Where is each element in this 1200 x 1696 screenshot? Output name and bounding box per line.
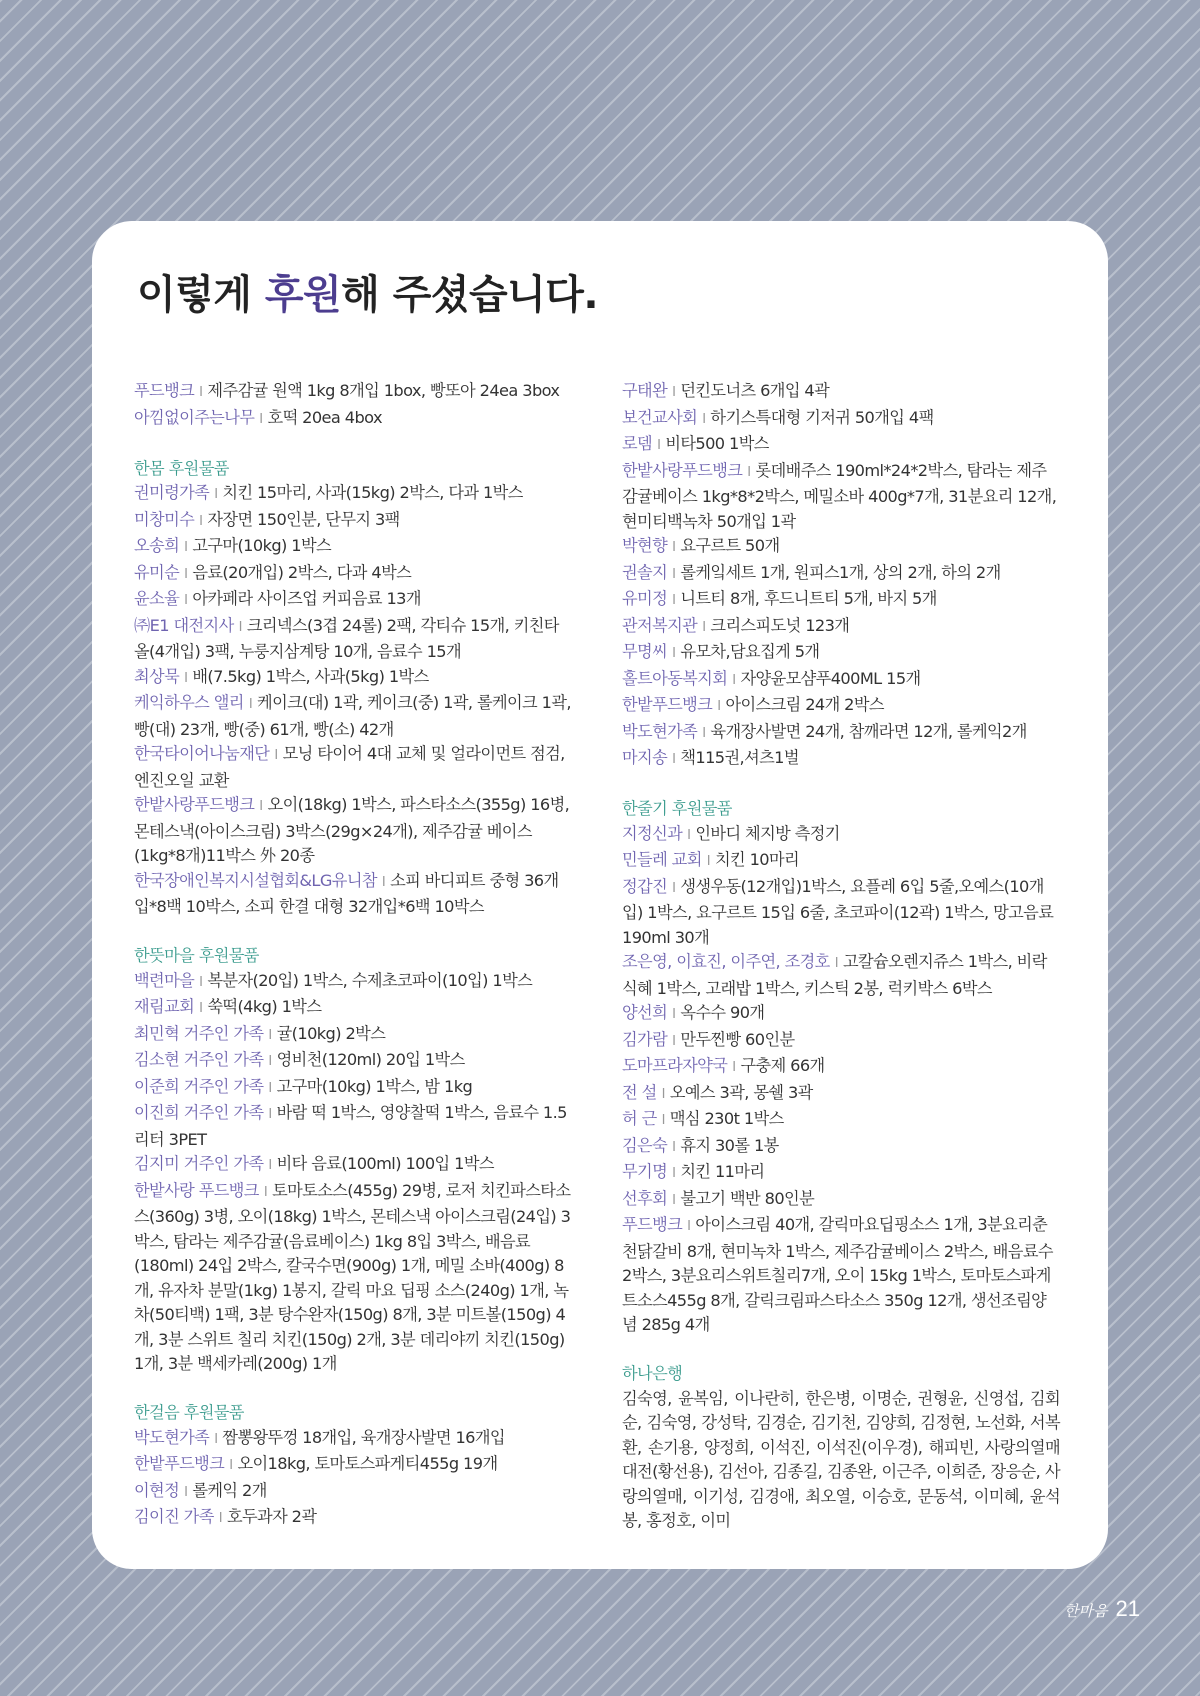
donor-name: 푸드뱅크 xyxy=(622,1215,683,1234)
donor-name: 김가람 xyxy=(622,1029,668,1049)
donation-items: 비타500 1박스 xyxy=(665,434,769,453)
donor-name: 권솔지 xyxy=(622,562,668,582)
donor-name: 미창미수 xyxy=(134,509,195,529)
donor-name: 홀트아동복지회 xyxy=(622,668,728,688)
donor-entry xyxy=(134,1075,572,1102)
separator-bar: I xyxy=(672,646,676,661)
donor-entry xyxy=(622,1134,1060,1161)
donor-name: 박도현가족 xyxy=(134,1427,210,1447)
donor-entry xyxy=(622,1107,1060,1134)
donor-name: 마지송 xyxy=(622,748,668,767)
donation-items: 유모차,담요집게 5개 xyxy=(680,642,820,661)
separator-bar: I xyxy=(702,411,706,427)
donor-entry xyxy=(622,848,1060,875)
donor-name: 구태완 xyxy=(622,381,668,400)
donor-entry xyxy=(134,1101,572,1152)
donor-entry xyxy=(622,1187,1060,1214)
donor-name: 김지미 거주인 가족 xyxy=(134,1154,264,1173)
separator-bar: I xyxy=(199,974,203,990)
donation-items: 고구마(10kg) 1박스 xyxy=(192,536,332,555)
donation-items: 요구르트 50개 xyxy=(680,536,780,555)
donor-entry xyxy=(134,481,572,508)
donor-name: 지정신과 xyxy=(622,823,683,843)
separator-bar: I xyxy=(259,799,263,814)
donor-name: 박도현가족 xyxy=(622,721,698,741)
donor-name: 김이진 가족 xyxy=(134,1507,214,1526)
separator-bar: I xyxy=(657,438,661,453)
donor-entry xyxy=(622,693,1060,720)
separator-bar: I xyxy=(672,566,676,582)
donor-entry xyxy=(134,793,572,869)
donor-entry xyxy=(134,1048,572,1075)
donor-name: 김은숙 xyxy=(622,1135,668,1155)
donation-items: 오이18kg, 토마토스파게티455g 19개 xyxy=(237,1454,498,1473)
donor-name: 한밭사랑 푸드뱅크 xyxy=(134,1180,259,1200)
donation-items: 고칼슘오렌지쥬스 1박스, 비락식혜 1박스, 고래밥 1박스, 키스틱 2봉, 럭키박스 6박스 xyxy=(622,952,1047,998)
donation-items: 호두과자 2곽 xyxy=(226,1507,317,1526)
footer-logo: 한마음 xyxy=(1064,1602,1108,1620)
section-heading: 한뜻마을 후원물품 xyxy=(134,946,259,965)
donation-items: 복분자(20입) 1박스, 수제초코파이(10입) 1박스 xyxy=(207,970,533,990)
donation-items: 소피 바디피트 중형 36개입*8백 10박스, 소피 한결 대형 32개입*6백 10박스 xyxy=(134,870,559,916)
separator-bar: I xyxy=(184,566,188,582)
donation-items: 생생우동(12개입)1박스, 요플레 6입 5줄,오예스(10개입) 1박스, 요구르트 15입 6줄, 초코파이(12곽) 1박스, 망고음료190ml 30개 xyxy=(622,876,1054,947)
donation-items: 아이스크림 24개 2박스 xyxy=(725,695,884,714)
donor-entry xyxy=(134,379,572,406)
donor-name: 푸드뱅크 xyxy=(134,381,195,400)
donor-entry xyxy=(622,875,1060,951)
donor-name: 아낌없이주는나무 xyxy=(134,407,255,427)
donation-items: 음료(20개입) 2박스, 다과 4박스 xyxy=(192,562,412,582)
donation-items: 하기스특대형 기저귀 50개입 4팩 xyxy=(710,407,934,427)
donor-name: 무기명 xyxy=(622,1162,668,1181)
donor-name-list: 김숙영, 윤복임, 이나란히, 한은병, 이명순, 권형윤, 신영섭, 김회순, 김숙영, 강성탁, 김경순, 김기천, 김양희, 김정현, 노선화, 서복환, 손기용, 양정희, 이석진, 이석진(이우경), 해피빈, 사랑의열매대전(황선용), 김선아, 김종길, 김종완, 이근주, 이희준, 장응순, 사랑의열매, 이기성, 김경애, 최오열, 이승호, 문동석, 이미혜, 윤석봉, 홍정호, 이미 xyxy=(622,1388,1060,1530)
donor-entry xyxy=(622,746,1060,773)
donor-entry xyxy=(622,720,1060,747)
donation-items: 크리스피도넛 123개 xyxy=(710,615,850,635)
section-heading: 한줄기 후원물품 xyxy=(622,799,732,818)
separator-bar: I xyxy=(238,619,242,635)
separator-bar: I xyxy=(268,1158,272,1173)
donation-items: 자장면 150인분, 단무지 3팩 xyxy=(207,509,400,529)
donor-name: 박현향 xyxy=(622,536,668,555)
separator-bar: I xyxy=(702,725,706,741)
donation-items: 귤(10kg) 2박스 xyxy=(276,1023,386,1043)
content-card xyxy=(92,221,1108,1569)
separator-bar: I xyxy=(218,1511,222,1526)
donation-items: 쑥떡(4kg) 1박스 xyxy=(207,997,322,1016)
section-heading: 한걸음 후원물품 xyxy=(134,1403,244,1422)
separator-bar: I xyxy=(706,854,710,869)
separator-bar: I xyxy=(672,1139,676,1155)
separator-bar: I xyxy=(661,1086,665,1102)
donor-entry xyxy=(134,561,572,588)
donation-items: 치킨 10마리 xyxy=(714,850,800,869)
separator-bar: I xyxy=(732,1060,736,1075)
donor-entry xyxy=(134,1505,572,1532)
donation-items: 던킨도너츠 6개입 4곽 xyxy=(680,381,830,400)
donation-items: 모닝 타이어 4대 교체 및 얼라이먼트 점검, 엔진오일 교환 xyxy=(134,744,565,790)
donor-name: 유미정 xyxy=(622,589,668,608)
separator-bar: I xyxy=(199,1001,203,1016)
donor-name: 한밭사랑푸드뱅크 xyxy=(134,795,255,814)
donation-items: 고구마(10kg) 1박스, 밤 1kg xyxy=(276,1076,473,1096)
donor-entry xyxy=(622,1054,1060,1081)
donor-entry xyxy=(134,969,572,996)
separator-bar: I xyxy=(672,385,676,400)
donor-entry xyxy=(134,406,572,433)
donor-entry xyxy=(134,1179,572,1377)
separator-bar: I xyxy=(672,1192,676,1208)
separator-bar: I xyxy=(184,540,188,555)
donor-name: 정갑진 xyxy=(622,876,668,896)
separator-bar: I xyxy=(214,1431,218,1447)
donor-entry xyxy=(622,561,1060,588)
separator-bar: I xyxy=(747,464,751,480)
separator-bar: I xyxy=(199,513,203,529)
donation-items: 비타 음료(100ml) 100입 1박스 xyxy=(276,1154,494,1173)
separator-bar: I xyxy=(263,1184,268,1200)
donation-items: 아이스크림 40개, 갈릭마요딥핑소스 1개, 3분요리춘천닭갈비 8개, 현미녹차 1박스, 제주감귤베이스 2박스, 배음료수 2박스, 3분요리스위트칠리7개, 오이 15kg 1박스, 토마토스파게트소스455g 8개, 갈릭크림파스타소스 350g 12개, 생선조림양념 285g 4개 xyxy=(622,1215,1053,1334)
right-column xyxy=(622,379,1060,1534)
separator-bar: I xyxy=(672,1033,676,1049)
separator-bar: I xyxy=(184,1484,188,1500)
donation-items: 케이크(대) 1곽, 케이크(중) 1곽, 롤케이크 1곽, 빵(대) 23개, 빵(중) 61개, 빵(소) 42개 xyxy=(134,693,571,739)
donor-entry xyxy=(622,667,1060,694)
separator-bar: I xyxy=(229,1458,233,1473)
donation-items: 치킨 11마리 xyxy=(680,1162,765,1181)
donation-items: 토마토소스(455g) 29병, 로저 치킨파스타소스(360g) 3병, 오이(18kg) 1박스, 몬테스낵 아이스크림(24입) 3박스, 탐라는 제주감귤(음료베이스) 1kg 8입 3박스, 배음료(180ml) 24입 2박스, 칼국수면(900g) 1개, 메밀 소바(400g) 8개, 유자차 분말(1kg) 1봉지, 갈릭 마요 딥핑 소스(240g) 1개, 녹차(50티백) 1팩, 3분 탕수완자(150g) 8개, 3분 미트볼(150g) 4개, 3분 스위트 칠리 치킨(150g) 2개, 3분 데리야끼 치킨(150g) 1개, 3분 백세카레(200g) 1개 xyxy=(134,1180,571,1373)
donor-name: 케익하우스 앨리 xyxy=(134,693,244,712)
donor-name: 로뎀 xyxy=(622,434,653,453)
donor-name: 오송희 xyxy=(134,536,180,555)
donor-entry xyxy=(134,1152,572,1179)
donor-name: 관저복지관 xyxy=(622,615,698,635)
donation-items: 인바디 체지방 측정기 xyxy=(695,823,840,843)
separator-bar: I xyxy=(672,1007,676,1022)
donation-items: 롤케익 2개 xyxy=(192,1480,267,1500)
donor-entry xyxy=(134,587,572,614)
donation-items: 크리넥스(3겹 24롤) 2팩, 각티슈 15개, 키친타올(4개입) 3팩, 누룽지삼계탕 10개, 음료수 15개 xyxy=(134,615,559,661)
separator-bar: I xyxy=(687,827,691,843)
separator-bar: I xyxy=(672,752,676,767)
separator-bar: I xyxy=(268,1054,272,1069)
donation-items: 아카페라 사이즈업 커피음료 13개 xyxy=(192,589,421,608)
donor-name: 김소현 거주인 가족 xyxy=(134,1050,264,1069)
donor-entry xyxy=(622,587,1060,614)
donation-items: 배(7.5kg) 1박스, 사과(5kg) 1박스 xyxy=(192,666,429,686)
donor-entry xyxy=(134,1479,572,1506)
donor-entry xyxy=(134,869,572,920)
donation-items: 치킨 15마리, 사과(15kg) 2박스, 다과 1박스 xyxy=(222,483,523,502)
separator-bar: I xyxy=(248,697,253,712)
donation-items: 휴지 30롤 1봉 xyxy=(680,1135,779,1155)
donation-items: 오이(18kg) 1박스, 파스타소스(355g) 16병, 몬테스낵(아이스크림) 3박스(29g×24개), 제주감귤 베이스(1kg*8개)11박스 外 20종 xyxy=(134,795,570,865)
donor-entry xyxy=(622,614,1060,641)
donation-items: 제주감귤 원액 1kg 8개입 1box, 빵또아 24ea 3box xyxy=(207,381,560,400)
donor-name: 최민혁 거주인 가족 xyxy=(134,1023,264,1043)
donation-items: 자양윤모샴푸400ML 15개 xyxy=(740,668,921,688)
donation-items: 호떡 20ea 4box xyxy=(267,407,382,427)
donor-name: 한밭푸드뱅크 xyxy=(134,1454,225,1473)
separator-bar: I xyxy=(184,670,188,686)
donor-name: 선후회 xyxy=(622,1188,668,1208)
donor-entry xyxy=(134,691,572,742)
donor-entry xyxy=(622,640,1060,667)
donor-name: 한국장애인복지시설협회&LG유니참 xyxy=(134,870,377,890)
donation-items: 짬뽕왕뚜껑 18개입, 육개장사발면 16개입 xyxy=(222,1427,505,1447)
separator-bar: I xyxy=(834,956,838,971)
donor-name: 한밭푸드뱅크 xyxy=(622,695,713,714)
donor-entry xyxy=(622,459,1060,535)
donor-name: 조은영, 이효진, 이주연, 조경호 xyxy=(622,952,830,971)
donor-name: 윤소율 xyxy=(134,589,180,608)
donor-entry xyxy=(134,534,572,561)
donor-name: 권미령가족 xyxy=(134,483,210,502)
separator-bar: I xyxy=(259,411,263,427)
donor-entry xyxy=(622,1028,1060,1055)
donation-items: 롤케잌세트 1개, 원피스1개, 상의 2개, 하의 2개 xyxy=(680,562,1001,582)
separator-bar: I xyxy=(717,699,721,714)
title-text-pre: 이렇게 xyxy=(137,272,265,318)
donation-items: 만두찐빵 60인분 xyxy=(680,1029,795,1049)
donor-name: 한국타이어나눔재단 xyxy=(134,744,270,763)
separator-bar: I xyxy=(274,748,278,763)
donor-name: 민들레 교회 xyxy=(622,850,702,869)
donor-entry xyxy=(622,534,1060,561)
separator-bar: I xyxy=(672,880,676,896)
donor-entry xyxy=(622,1001,1060,1028)
donation-items: 바람 떡 1박스, 영양찰떡 1박스, 음료수 1.5리터 3PET xyxy=(134,1103,567,1149)
donation-items: 옥수수 90개 xyxy=(680,1003,765,1022)
separator-bar: I xyxy=(672,1166,676,1181)
donor-entry xyxy=(134,1426,572,1453)
donation-items: 오예스 3곽, 몽쉘 3곽 xyxy=(669,1082,813,1102)
separator-bar: I xyxy=(184,593,188,608)
page-footer xyxy=(1064,1596,1140,1622)
donor-entry xyxy=(134,508,572,535)
donor-name: ㈜E1 대전지사 xyxy=(134,615,234,635)
left-column xyxy=(134,379,572,1532)
donor-entry xyxy=(622,1081,1060,1108)
donor-entry xyxy=(134,742,572,793)
separator-bar: I xyxy=(702,619,706,635)
donor-name: 최상묵 xyxy=(134,666,180,686)
donor-name: 이현정 xyxy=(134,1480,180,1500)
section-heading: 하나은행 xyxy=(622,1364,683,1383)
section-heading: 한몸 후원물품 xyxy=(134,458,229,478)
donor-entry xyxy=(622,406,1060,433)
donor-name: 백련마을 xyxy=(134,970,195,990)
donor-entry xyxy=(134,614,572,665)
donation-items: 니트티 8개, 후드니트티 5개, 바지 5개 xyxy=(680,589,937,608)
title-text-post: 해 주셨습니다. xyxy=(341,272,599,318)
donor-name: 유미순 xyxy=(134,562,180,582)
donation-items: 육개장사발면 24개, 참깨라면 12개, 롤케익2개 xyxy=(710,721,1027,741)
donor-entry xyxy=(622,950,1060,1001)
separator-bar: I xyxy=(381,874,386,890)
separator-bar: I xyxy=(214,487,218,502)
donor-entry xyxy=(622,432,1060,459)
donor-name: 허 근 xyxy=(622,1109,657,1128)
donor-name: 재림교회 xyxy=(134,997,195,1016)
separator-bar: I xyxy=(732,672,736,688)
donor-name: 보건교사회 xyxy=(622,407,698,427)
donor-name: 전 설 xyxy=(622,1082,657,1102)
page-number: 21 xyxy=(1115,1596,1140,1621)
donation-items: 영비천(120ml) 20입 1박스 xyxy=(276,1050,465,1069)
donor-name: 이진희 거주인 가족 xyxy=(134,1103,264,1122)
donor-entry xyxy=(134,1022,572,1049)
donation-items: 롯데배주스 190ml*24*2박스, 탐라는 제주감귤베이스 1kg*8*2박스, 메밀소바 400g*7개, 31분요리 12개, 현미티백녹차 50개입 1곽 xyxy=(622,460,1057,531)
donation-items: 불고기 백반 80인분 xyxy=(680,1188,815,1208)
donor-name: 무명씨 xyxy=(622,642,668,661)
donor-entry xyxy=(622,1160,1060,1187)
donation-items: 구충제 66개 xyxy=(740,1056,825,1075)
donation-items: 맥심 230t 1박스 xyxy=(669,1109,784,1128)
donation-items: 책115권,셔츠1벌 xyxy=(680,748,799,767)
separator-bar: I xyxy=(268,1107,272,1122)
separator-bar: I xyxy=(199,385,203,400)
donor-name: 한밭사랑푸드뱅크 xyxy=(622,460,743,480)
donor-entry xyxy=(134,995,572,1022)
donor-name: 도마프라자약국 xyxy=(622,1056,728,1075)
donor-entry xyxy=(622,379,1060,406)
page-title xyxy=(137,263,598,320)
donor-entry xyxy=(134,1452,572,1479)
donor-entry xyxy=(134,665,572,692)
donor-name: 이준희 거주인 가족 xyxy=(134,1076,264,1096)
title-highlight: 후원 xyxy=(264,272,342,318)
separator-bar: I xyxy=(672,593,676,608)
donor-name: 양선희 xyxy=(622,1003,668,1022)
donor-entry xyxy=(622,822,1060,849)
separator-bar: I xyxy=(687,1219,691,1234)
separator-bar: I xyxy=(672,540,676,555)
separator-bar: I xyxy=(268,1080,272,1096)
donor-entry xyxy=(622,1213,1060,1338)
separator-bar: I xyxy=(268,1027,272,1043)
separator-bar: I xyxy=(661,1113,665,1128)
